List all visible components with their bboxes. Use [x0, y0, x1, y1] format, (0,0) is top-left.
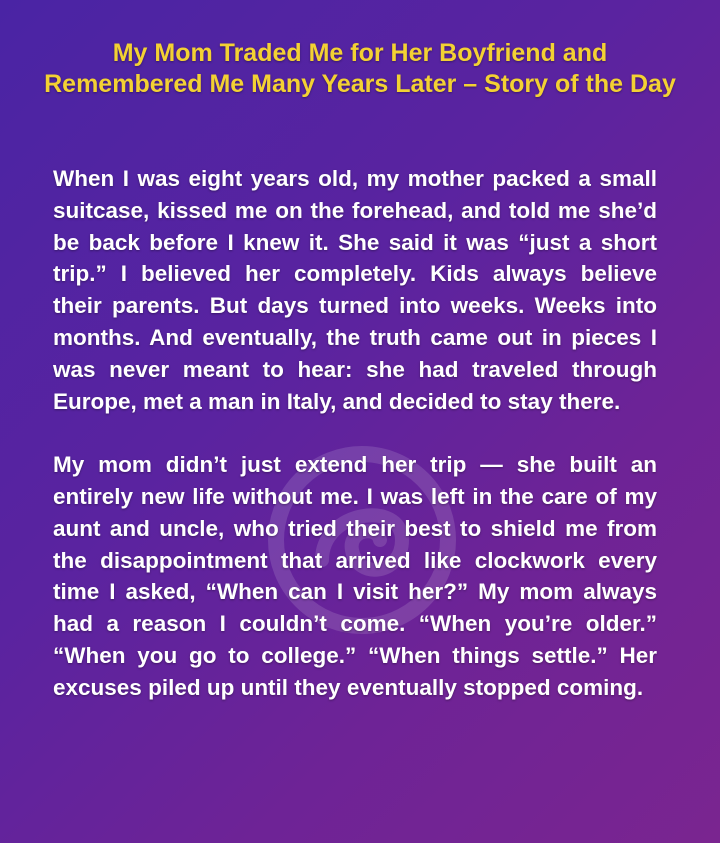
story-title: My Mom Traded Me for Her Boyfriend and Remembered Me Many Years Later – Story of the Day [44, 39, 676, 98]
story-paragraph-2: My mom didn’t just extend her trip — she built an entirely new life without me. I was left in the care of my aunt and uncle, who tried their best to shield me from the disappointment that arrived like clockwork every time I asked, “When can I visit her?” My mom always had a reason I couldn’t come. “When you’re older.” “When you go to college.” “When things settle.” Her excuses piled up until they eventually stopped coming. [53, 452, 657, 700]
story-paragraph-1: When I was eight years old, my mother packed a small suitcase, kissed me on the forehead, and told me she’d be back before I knew it. She said it was “just a short trip.” I believed her completely. Kids always believe their parents. But days turned into weeks. Weeks into months. And eventually, the truth came out in pieces I was never meant to hear: she had traveled through Europe, met a man in Italy, and decided to stay there. [53, 166, 657, 414]
story-body [53, 163, 657, 704]
